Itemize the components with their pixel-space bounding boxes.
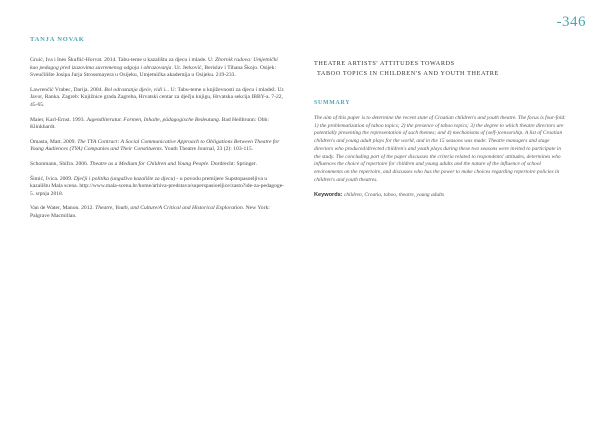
keywords-list: children, Croatia, taboo, theatre, young adults [342,192,445,199]
reference-text: Lawrenčić Vrabec, Darija. 2004. [30,86,105,93]
reference-text: . Bad Heilbrunn: Obb: Klinkhardt. [30,116,269,131]
reference-title: Theatre, Youth, and Culture/A Critical and Historical Exploration [95,205,243,212]
reference-title: The TYA Contract: A Social Communicative Approach to Obligations Between Theatre for Young Audiences (TYA) Companies and Their Constituents [30,138,280,153]
summary-text: The aim of this paper is to determine the recent state of Croatian children's and youth theatre. The focus is four-fold: 1) the problematization of taboo topics; 2) the presence of taboo topics; 3) the degree to which theatre directors are potentially presenting the representation of such themes; and 4) mechanisms of (self-)censorship. A list of Croatian children's and young adult plays for the world, and in the 15 seasons was made. Theatre managers and stage directors who produced/directed children's and youth plays during these two seasons were invited to participate in the study. The concluding part of the paper discusses the criteria related to respondents' attitudes, determines who influences the choice of repertoire for children and young adults and the nature of the influence of school environments on the repertoire, and discusses who has the power to make choices regarding repertoire policies in children's and youth theatres. [314,115,566,183]
reference-text: . Ur. Jerković, Berislav i Tihana Škojo. Osijek: Sveučilište Josipa Jurja Strossmayera u Osijeku, Umjetnička akademija u Osijeku. 219-233. [30,64,277,79]
summary-heading: SUMMARY [314,100,351,106]
reference-text: - u povodu premijere Supstopasoeljiva u kazalištu Mala scena. http://www.mala-scena.hr/home/arhiva-predstava/superspasioeljice/zasto?ide-za-pedagoge-5. srpnja 2018. [30,175,285,197]
reference-entry [30,117,286,132]
reference-entry [30,161,286,169]
reference-text: U: Tabu-teme u književnosti za djecu i mladež. Ur. Javor, Ranka. Zagreb: Knjižnice grada Zagreba, Hrvatski centar za dječju knjigu, Hrvatska sekcija IBBY-a. 7-22, 45-65. [30,86,285,108]
reference-text: . Dordrecht: Springer. [208,160,257,167]
reference-entry [30,87,286,110]
reference-text: Van de Water, Manon. 2012. [30,205,96,212]
reference-text: Gruić, Iva i Ines Škuflić-Horvat. 2014. Tabu-teme u kazalištu za djecu i mlade. U: [30,57,215,63]
reference-text: Schonmann, Shifra. 2006. [30,160,90,167]
summary-block [314,59,568,200]
reference-list [30,57,286,228]
reference-text: Maier, Karl-Ernst. 1993. [30,116,87,123]
reference-entry [30,176,286,199]
reference-entry [30,205,286,220]
reference-title: Dječji i politika (ungaživo kazalište za djecu) [73,175,176,182]
reference-title: Theatre as a Medium for Children and Young People [89,160,209,167]
reference-title: Bol odrastanja djeće, vidi i... [104,86,170,93]
reference-text: Šimić, Ivica. 2009. [30,175,74,182]
reference-entry [30,139,286,154]
reference-text: Omasta, Matt. 2009. [30,138,78,145]
reference-title: Jugendliteratur. Formen, Inhalte, pädagogische Bedeutung [86,116,219,123]
reference-text: . New York: Palgrave Macmillan. [30,205,270,219]
reference-title: Zbornik radova: Umjetnički kao pedagog pred izazovima suvremenog odgoja i obrazovanja [30,57,278,71]
page-number: -346 [556,14,586,30]
running-head-author: TANJA NOVAK [30,36,85,43]
article-title-line-1: THEATRE ARTISTS' ATTITUDES TOWARDS [314,60,455,67]
keywords-line [314,192,568,200]
reference-entry [30,57,286,80]
article-title-line-2: TABOO TOPICS IN CHILDREN'S AND YOUTH THEATRE [317,70,499,77]
keywords-label: Keywords: [314,192,343,199]
reference-text: . Youth Theatre Journal, 23 (2): 103-115. [161,146,254,153]
